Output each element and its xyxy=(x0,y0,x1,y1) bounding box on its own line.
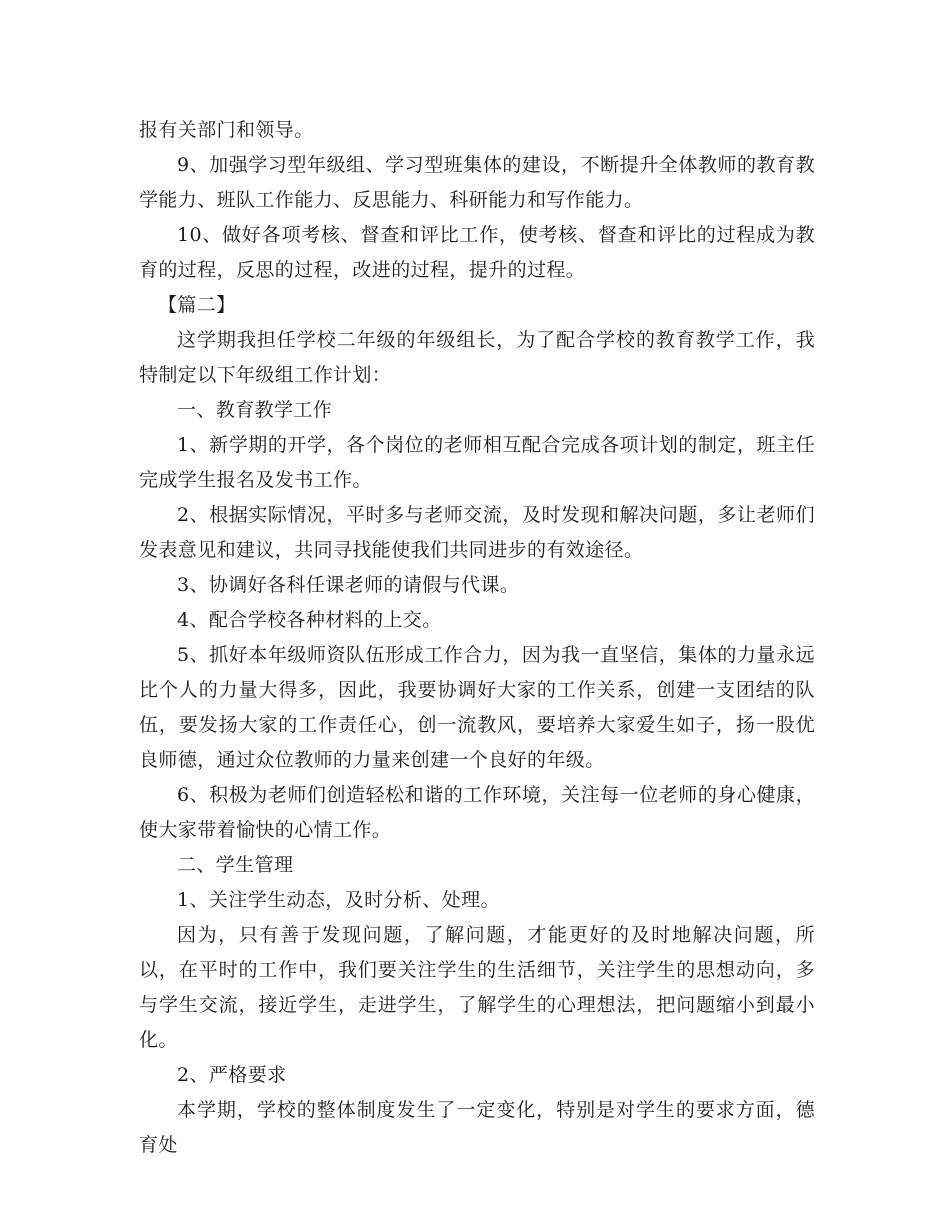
section-title: 二、学生管理 xyxy=(177,854,294,876)
paragraph: 1、关注学生动态，及时分析、处理。 xyxy=(177,889,500,911)
paragraph: 3、协调好各科任课老师的请假与代课。 xyxy=(177,574,520,596)
section-title: 一、教育教学工作 xyxy=(177,399,333,421)
paragraph: 2、严格要求 xyxy=(177,1064,287,1086)
paragraph: 6、积极为老师们创造轻松和谐的工作环境，关注每一位老师的身心健康，使大家带着愉快的心情工作。 xyxy=(139,784,815,841)
paragraph: 9、加强学习型年级组、学习型班集体的建设，不断提升全体教师的教育教学能力、班队工作能力、反思能力、科研能力和写作能力。 xyxy=(139,154,815,211)
document-body xyxy=(139,113,815,1163)
paragraph: 2、根据实际情况，平时多与老师交流，及时发现和解决问题，多让老师们发表意见和建议，共同寻找能使我们共同进步的有效途径。 xyxy=(139,504,815,561)
paragraph: 因为，只有善于发现问题，了解问题，才能更好的及时地解决问题，所以，在平时的工作中，我们要关注学生的生活细节，关注学生的思想动向，多与学生交流，接近学生，走进学生，了解学生的心理想法，把问题缩小到最小化。 xyxy=(139,924,815,1051)
paragraph: 5、抓好本年级师资队伍形成工作合力，因为我一直坚信，集体的力量永远比个人的力量大得多，因此，我要协调好大家的工作关系，创建一支团结的队伍，要发扬大家的工作责任心，创一流教风，要培养大家爱生如子，扬一股优良师德，通过众位教师的力量来创建一个良好的年级。 xyxy=(139,644,815,771)
paragraph: 报有关部门和领导。 xyxy=(139,119,314,141)
paragraph: 这学期我担任学校二年级的年级组长，为了配合学校的教育教学工作，我特制定以下年级组工作计划： xyxy=(139,329,815,386)
paragraph: 1、新学期的开学，各个岗位的老师相互配合完成各项计划的制定，班主任完成学生报名及发书工作。 xyxy=(139,434,815,491)
paragraph: 4、配合学校各种材料的上交。 xyxy=(177,609,442,631)
section-heading: 【篇二】 xyxy=(158,294,236,316)
paragraph: 10、做好各项考核、督查和评比工作，使考核、督查和评比的过程成为教育的过程，反思的过程，改进的过程，提升的过程。 xyxy=(139,224,815,281)
paragraph: 本学期，学校的整体制度发生了一定变化，特别是对学生的要求方面，德育处 xyxy=(139,1099,815,1156)
